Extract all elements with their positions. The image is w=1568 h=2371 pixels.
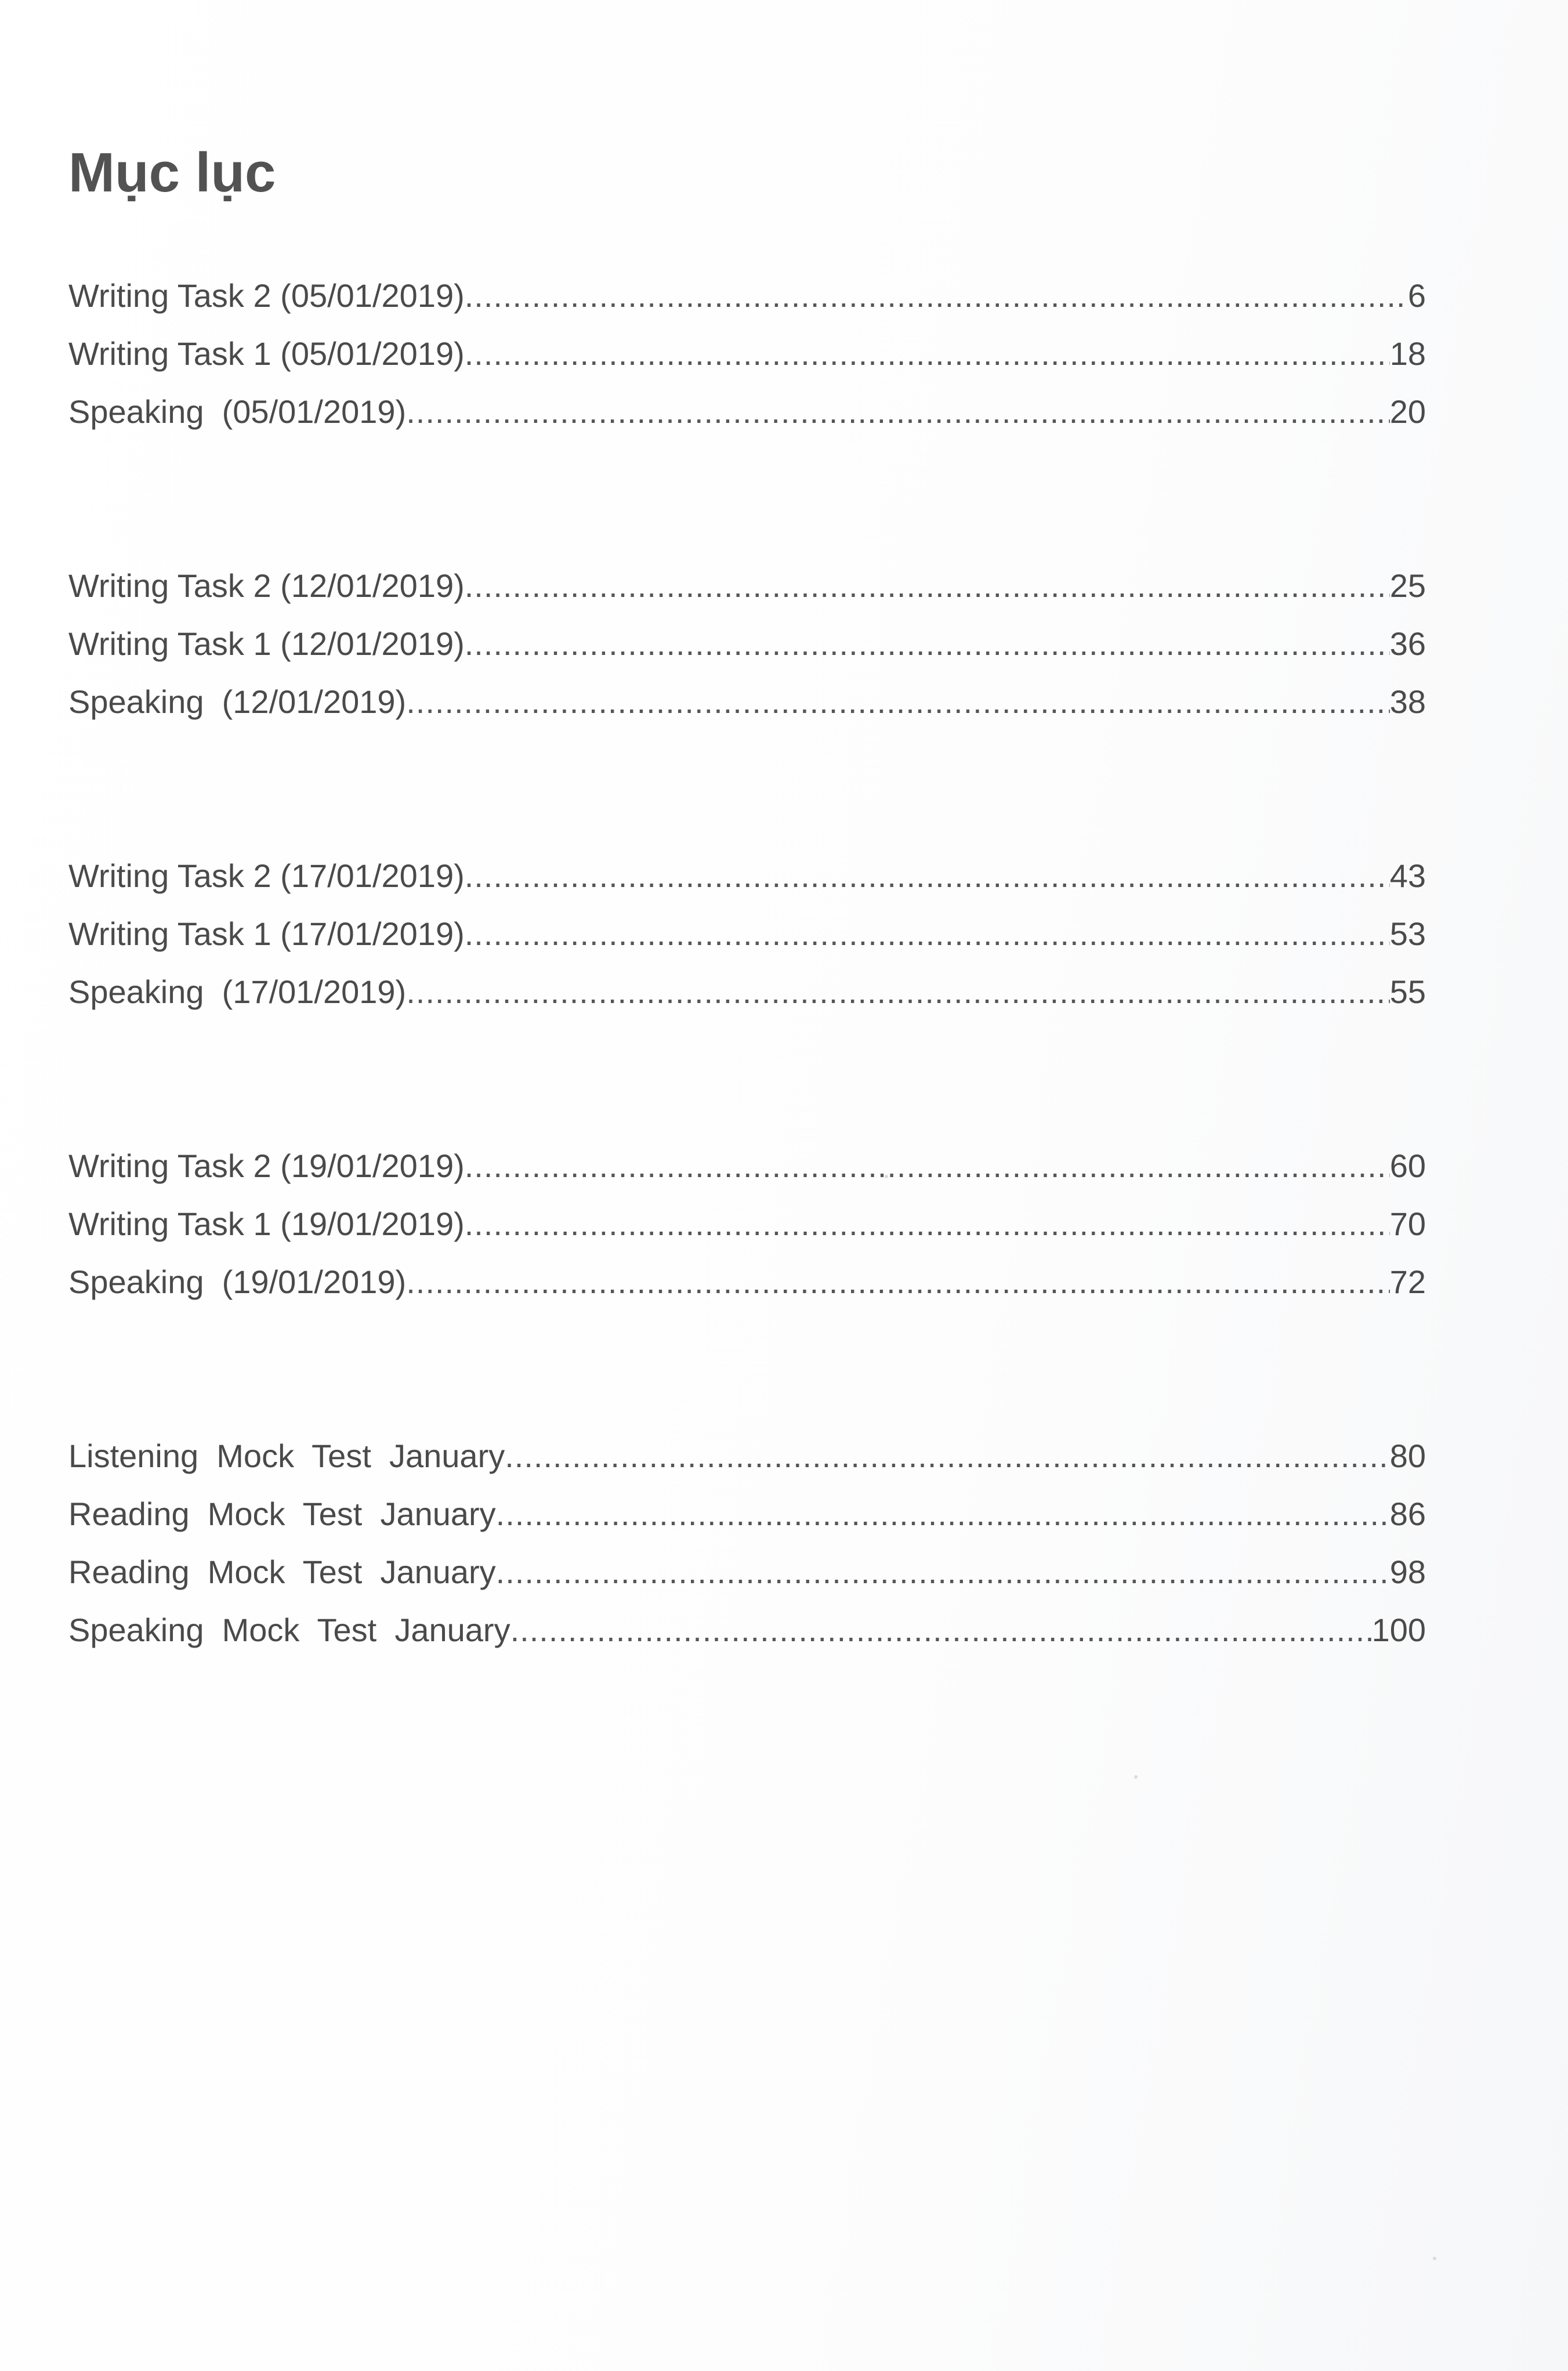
dot-leader [465,267,1408,325]
toc-entry-title: Speaking (19/01/2019) [68,1264,407,1300]
page-title: Mục lục [68,142,276,204]
toc-entry-title: Writing Task 2 (05/01/2019) [68,277,465,314]
toc-page-number: 86 [1389,1496,1426,1532]
table-of-contents [68,267,1426,1659]
toc-page-number: 100 [1371,1612,1426,1648]
toc-entry-title: Speaking (12/01/2019) [68,683,407,720]
toc-entry[interactable] [68,1253,1426,1311]
dot-leader [505,1427,1389,1485]
toc-page-number: 20 [1389,393,1426,430]
toc-entry-title: Speaking (05/01/2019) [68,393,407,430]
toc-entry[interactable] [68,267,1426,325]
scan-speck [885,1175,888,1178]
toc-entry[interactable] [68,847,1426,905]
toc-entry[interactable] [68,1195,1426,1253]
toc-page-number: 55 [1389,973,1426,1010]
toc-entry[interactable] [68,383,1426,441]
toc-entry[interactable] [68,673,1426,731]
toc-page-number: 72 [1389,1264,1426,1300]
dot-leader [465,557,1390,615]
toc-entry-title: Speaking (17/01/2019) [68,973,407,1010]
dot-leader [465,1137,1390,1195]
toc-entry-title: Writing Task 1 (12/01/2019) [68,625,465,662]
toc-group-5 [68,1427,1426,1659]
scan-speck [1134,1775,1138,1779]
toc-entry[interactable] [68,615,1426,673]
toc-page-number: 18 [1389,335,1426,372]
toc-entry-title: Reading Mock Test January [68,1496,496,1532]
toc-entry[interactable] [68,1427,1426,1485]
toc-page-number: 98 [1389,1554,1426,1590]
toc-entry[interactable] [68,325,1426,383]
toc-page-number: 60 [1389,1148,1426,1184]
toc-page-number: 53 [1389,915,1426,952]
toc-entry[interactable] [68,557,1426,615]
toc-page-number: 80 [1389,1438,1426,1474]
toc-entry-title: Writing Task 2 (12/01/2019) [68,567,465,604]
dot-leader [496,1485,1390,1543]
toc-entry-title: Writing Task 2 (19/01/2019) [68,1148,465,1184]
scan-speck [1433,2257,1436,2260]
toc-entry-title: Listening Mock Test January [68,1438,505,1474]
toc-page-number: 6 [1407,277,1426,314]
dot-leader [465,847,1390,905]
toc-entry[interactable] [68,963,1426,1021]
dot-leader [406,673,1390,731]
toc-page-number: 38 [1389,683,1426,720]
dot-leader [465,1195,1390,1253]
toc-entry-title: Reading Mock Test January [68,1554,496,1590]
dot-leader [406,1253,1390,1311]
toc-page-number: 36 [1389,625,1426,662]
toc-entry[interactable] [68,1543,1426,1601]
dot-leader [465,905,1390,963]
toc-group-1 [68,267,1426,441]
toc-page-number: 25 [1389,567,1426,604]
toc-page-number: 43 [1389,857,1426,894]
toc-entry[interactable] [68,905,1426,963]
dot-leader [496,1543,1390,1601]
toc-entry-title: Writing Task 1 (17/01/2019) [68,915,465,952]
toc-page-number: 70 [1389,1206,1426,1242]
toc-entry[interactable] [68,1601,1426,1659]
toc-group-4 [68,1137,1426,1311]
toc-entry-title: Writing Task 1 (05/01/2019) [68,335,465,372]
toc-entry-title: Speaking Mock Test January [68,1612,510,1648]
dot-leader [465,615,1390,673]
dot-leader [406,963,1390,1021]
dot-leader [406,383,1390,441]
toc-entry-title: Writing Task 2 (17/01/2019) [68,857,465,894]
toc-entry[interactable] [68,1137,1426,1195]
toc-group-3 [68,847,1426,1021]
toc-entry-title: Writing Task 1 (19/01/2019) [68,1206,465,1242]
toc-entry[interactable] [68,1485,1426,1543]
dot-leader [465,325,1390,383]
toc-group-2 [68,557,1426,731]
dot-leader [510,1601,1372,1659]
